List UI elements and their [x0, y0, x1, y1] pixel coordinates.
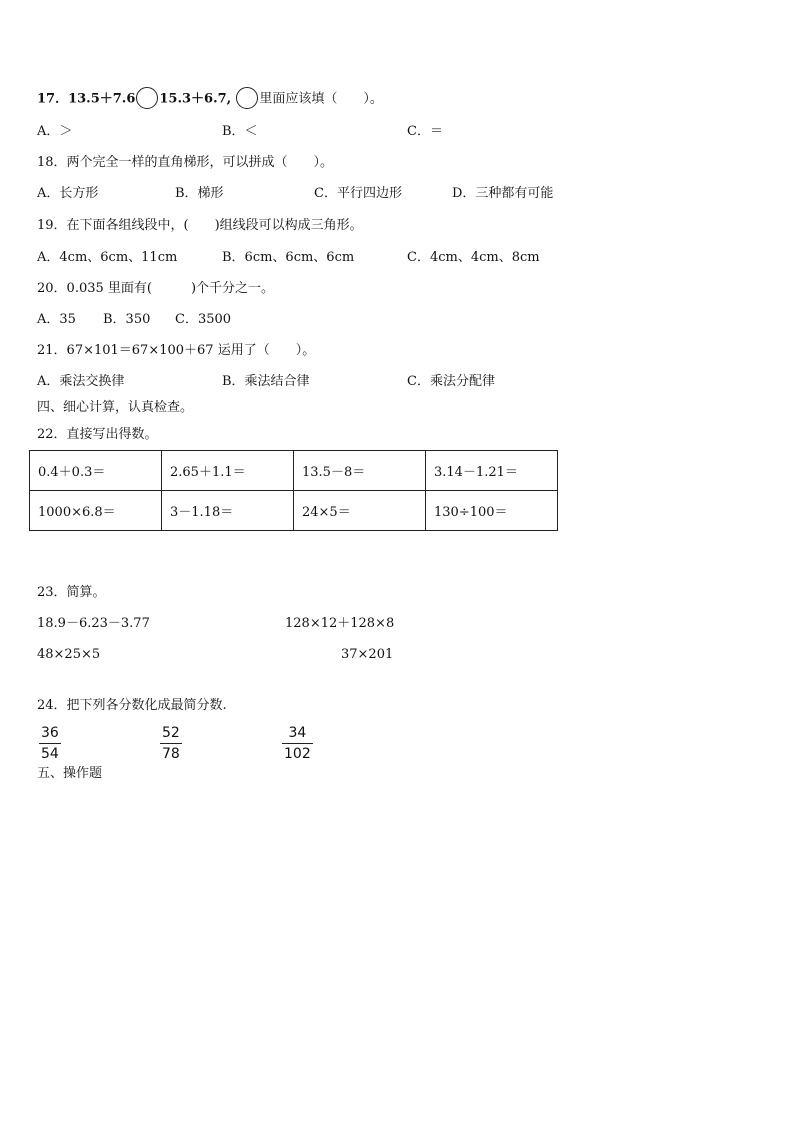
fraction-numerator: 52 [160, 723, 182, 744]
table-cell[interactable]: 3.14－1.21＝ [426, 451, 558, 491]
table-cell[interactable]: 24×5＝ [294, 491, 426, 531]
q18-option-b[interactable]: B．梯形 [175, 186, 224, 201]
q23-item-1[interactable]: 18.9－6.23－3.77 [37, 616, 150, 631]
q18-option-d[interactable]: D．三种都有可能 [452, 186, 554, 201]
q17-expr-left: 13.5＋7.6 [68, 91, 136, 107]
fraction-1[interactable] [39, 723, 61, 764]
table-cell[interactable]: 0.4＋0.3＝ [30, 451, 162, 491]
q20-option-c[interactable]: C．3500 [175, 312, 232, 327]
fraction-denominator: 54 [41, 746, 59, 762]
q22-stem: 22．直接写出得数。 [37, 427, 158, 442]
q18-stem: 18．两个完全一样的直角梯形，可以拼成（ ）。 [37, 155, 334, 170]
table-row [30, 491, 558, 531]
q18-option-a[interactable]: A．长方形 [37, 186, 99, 201]
q17-expr-right: 15.3＋6.7, [159, 91, 232, 107]
q20-option-b[interactable]: B．350 [103, 312, 151, 327]
calculation-table [29, 450, 558, 531]
q20-stem: 20．0.035 里面有( )个千分之一。 [37, 281, 275, 296]
q24-stem: 24．把下列各分数化成最简分数. [37, 698, 227, 713]
q19-stem: 19．在下面各组线段中，( )组线段可以构成三角形。 [37, 218, 363, 233]
q21-option-c[interactable]: C．乘法分配律 [407, 374, 495, 389]
table-row [30, 451, 558, 491]
q17-tail: 里面应该填（ ）。 [259, 91, 383, 107]
table-cell[interactable]: 2.65＋1.1＝ [162, 451, 294, 491]
fraction-3[interactable] [282, 723, 313, 764]
q17-number: 17． [37, 91, 69, 107]
fraction-numerator: 36 [39, 723, 61, 744]
q19-option-a[interactable]: A．4cm、6cm、11cm [37, 250, 178, 265]
answer-circle-icon[interactable] [236, 87, 258, 109]
q18-option-c[interactable]: C．平行四边形 [314, 186, 402, 201]
q21-stem: 21．67×101＝67×100＋67 运用了（ ）。 [37, 343, 316, 358]
table-cell[interactable]: 3－1.18＝ [162, 491, 294, 531]
q17-stem [37, 88, 383, 110]
answer-circle-icon[interactable] [136, 87, 158, 109]
q23-stem: 23．简算。 [37, 585, 106, 600]
table-cell[interactable]: 1000×6.8＝ [30, 491, 162, 531]
table-cell[interactable]: 13.5－8＝ [294, 451, 426, 491]
section-5-heading: 五、操作题 [37, 766, 103, 781]
q19-option-b[interactable]: B．6cm、6cm、6cm [222, 250, 355, 265]
q17-option-b[interactable]: B．＜ [222, 124, 258, 139]
q17-option-c[interactable]: C．＝ [407, 124, 443, 139]
q17-option-a[interactable]: A．＞ [37, 124, 73, 139]
q21-option-b[interactable]: B．乘法结合律 [222, 374, 310, 389]
table-cell[interactable]: 130÷100＝ [426, 491, 558, 531]
q21-option-a[interactable]: A．乘法交换律 [37, 374, 125, 389]
section-4-heading: 四、细心计算，认真检查。 [37, 400, 194, 415]
q19-option-c[interactable]: C．4cm、4cm、8cm [407, 250, 540, 265]
q23-item-3[interactable]: 48×25×5 [37, 647, 101, 662]
fraction-2[interactable] [160, 723, 182, 764]
q20-option-a[interactable]: A．35 [37, 312, 76, 327]
fraction-denominator: 102 [284, 746, 311, 762]
q23-item-4[interactable]: 37×201 [341, 647, 394, 662]
q23-item-2[interactable]: 128×12＋128×8 [285, 616, 395, 631]
fraction-numerator: 34 [282, 723, 313, 744]
fraction-denominator: 78 [162, 746, 180, 762]
